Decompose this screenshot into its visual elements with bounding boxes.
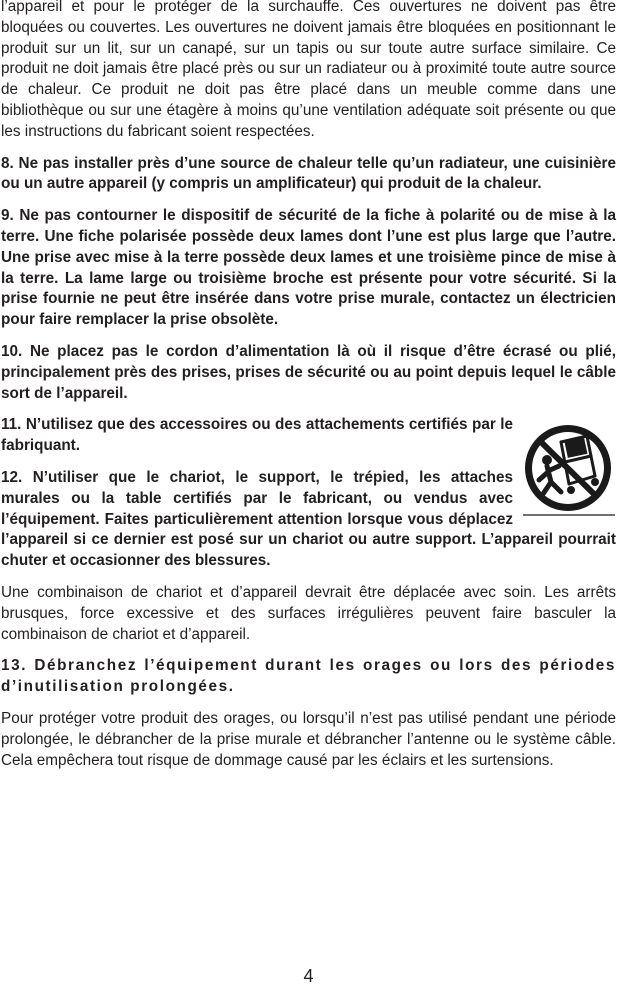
item-unplug-storms: 13. Débranchez l’équipement durant les orages ou lors des périodes d’inutilisation prolongées. bbox=[1, 657, 616, 696]
safety-instructions bbox=[1, 0, 616, 782]
item-cart-support: 12. N’utiliser que le chariot, le support, le trépied, les attaches murales ou la table certifiés par le fabricant, ou vendus avec l’équipement. Faites particulièrement attention lorsque vous déplacez l’appareil si ce dernier est posé sur un chariot ou autre support. L’appareil pourrait chuter et occasionner des blessures. bbox=[1, 468, 616, 570]
item-polarized-plug: 9. Ne pas contourner le dispositif de sécurité de la fiche à polarité ou de mise à la terre. Une fiche polarisée possède deux lames dont l’une est plus large que l’autre. Une prise avec mise à la terre possède deux lames et une troisième pince de mise à la terre. La lame large ou troisième broche est présente pour votre sécurité. Si la prise fournie ne peut être insérée dans votre prise murale, contactez un électricien pour faire remplacer la prise obsolète. bbox=[1, 207, 616, 329]
paragraph-storm-protection: Pour protéger votre produit des orages, ou lorsqu’il n’est pas utilisé pendant une période prolongée, le débrancher de la prise murale et débrancher l’antenne ou le système câble. Cela empêchera tout risque de dommage causé par les éclairs et les surtensions. bbox=[1, 709, 616, 769]
item-accessories: 11. N’utilisez que des accessoires ou des attachements certifiés par le fabriquant. bbox=[1, 416, 513, 455]
item-heat-source: 8. Ne pas installer près d’une source de chaleur telle qu’un radiateur, une cuisinière ou un autre appareil (y compris un amplificateur) qui produit de la chaleur. bbox=[1, 154, 616, 193]
paragraph-ventilation: l’appareil et pour le protéger de la surchauffe. Ces ouvertures ne doivent pas être bloquées ou couvertes. Les ouvertures ne doivent jamais être bloquées en positionnant le produit sur un lit, sur un canapé, sur un tapis ou sur toute autre surface similaire. Ce produit ne doit jamais être placé près ou sur un radiateur ou à proximité toute autre source de chaleur. Ce produit ne doit pas être placé dans un meuble comme dans une bibliothèque ou sur une étagère à moins qu’une ventilation adéquate soit présente ou que les instructions du fabricant soient respectées. bbox=[1, 0, 616, 140]
cart-tip-over-warning-icon bbox=[521, 422, 616, 518]
page-number: 4 bbox=[303, 966, 314, 986]
paragraph-cart-caution: Une combinaison de chariot et d’appareil devrait être déplacée avec soin. Les arrêts brusques, force excessive et des surfaces irrégulières peuvent faire basculer la combinaison de chariot et d’appareil. bbox=[1, 583, 616, 643]
item-power-cord: 10. Ne placez pas le cordon d’alimentation là où il risque d’être écrasé ou plié, principalement près des prises, prises de sécurité ou au point depuis lequel le câble sort de l’appareil. bbox=[1, 342, 616, 402]
cart-warning-symbol bbox=[521, 422, 616, 518]
